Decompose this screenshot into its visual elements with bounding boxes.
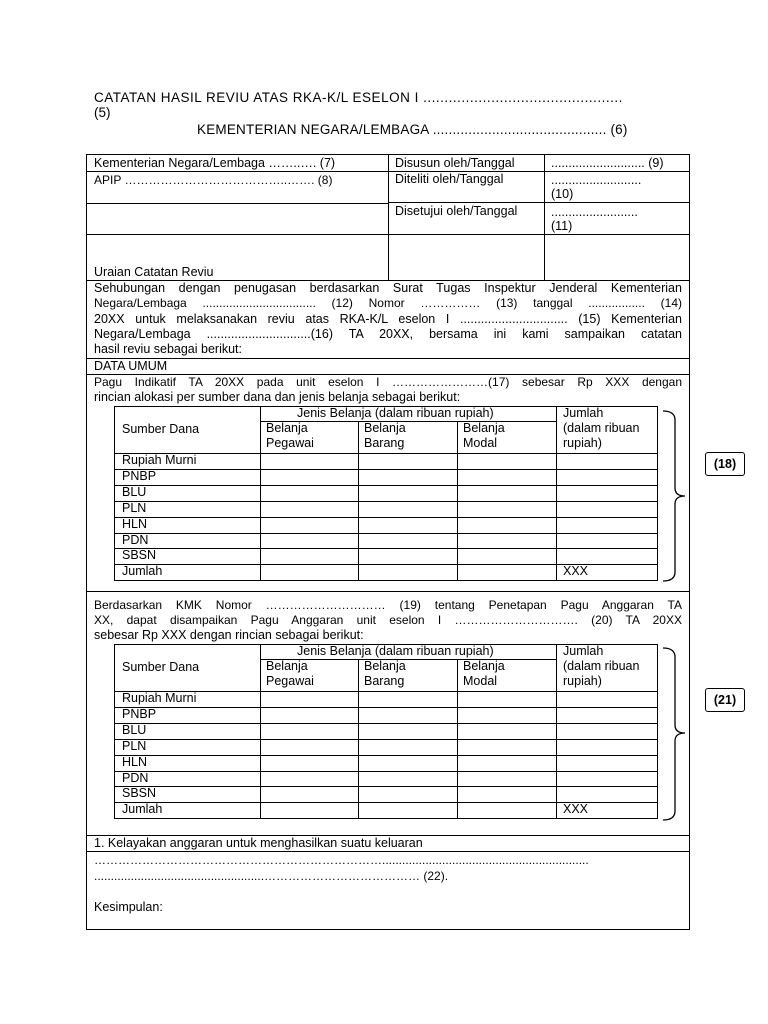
table1-row-label: Jumlah — [122, 564, 163, 578]
bracket-table-1 — [663, 410, 693, 582]
table1-data-cell[interactable] — [359, 486, 457, 501]
table2-total-value: XXX — [563, 802, 589, 816]
table1-row-label: PDN — [122, 533, 149, 547]
table-grid-line — [657, 406, 658, 580]
document-title-note: (5) — [94, 105, 111, 120]
table1-total-value: XXX — [563, 564, 589, 578]
table1-header-sumber-dana: Sumber Dana — [122, 422, 200, 436]
table2-row-label: BLU — [122, 723, 147, 737]
reference-badge-18: (18) — [705, 452, 745, 476]
table1-data-cell[interactable] — [261, 518, 358, 533]
table1-header-col-0-sub: Pegawai — [266, 436, 314, 450]
table1-header-jumlah-unit: (dalam ribuan — [563, 421, 640, 435]
table-grid-line — [114, 644, 115, 818]
table1-data-cell[interactable] — [458, 518, 556, 533]
section-1-dots-1[interactable]: ……………………………………………………………….............................................................. — [94, 853, 589, 867]
table2-data-cell[interactable] — [557, 724, 657, 739]
table1-data-cell[interactable] — [458, 470, 556, 485]
diteliti-value[interactable]: .......................... — [551, 173, 642, 187]
section-1-heading: 1. Kelayakan anggaran untuk menghasilkan suatu keluaran — [94, 836, 423, 850]
table2-header-jumlah-unit-2: rupiah) — [563, 674, 602, 688]
table2-data-cell[interactable] — [458, 803, 556, 818]
grid-line — [86, 203, 388, 204]
diteliti-number: (10) — [551, 187, 574, 201]
table2-header-jumlah: Jumlah — [563, 644, 604, 658]
table1-data-cell[interactable] — [359, 549, 457, 564]
table1-data-cell[interactable] — [261, 534, 358, 549]
table1-data-cell[interactable] — [359, 502, 457, 517]
table1-data-cell[interactable] — [458, 549, 556, 564]
kmk-line-3: sebesar Rp XXX dengan rincian sebagai berikut: — [94, 628, 364, 642]
table1-data-cell[interactable] — [557, 534, 657, 549]
frame-left — [86, 154, 87, 930]
table1-data-cell[interactable] — [557, 486, 657, 501]
table2-header-col-0-sub: Pegawai — [266, 674, 314, 688]
table1-data-cell[interactable] — [458, 502, 556, 517]
grid-line — [388, 202, 690, 203]
table1-data-cell[interactable] — [359, 470, 457, 485]
table1-data-cell[interactable] — [261, 565, 358, 580]
pagu-line-1: Pagu Indikatif TA 20XX pada unit eselon I ……………………(17) sebesar Rp XXX dengan — [94, 375, 682, 389]
intro-line-3: 20XX untuk melaksanakan reviu atas RKA-K/L eselon I ............................... (15) Kementerian — [94, 312, 682, 326]
intro-line-5: hasil reviu sebagai berikut: — [94, 342, 242, 356]
table1-data-cell[interactable] — [458, 565, 556, 580]
table1-data-cell[interactable] — [557, 518, 657, 533]
bracket-table-2 — [663, 647, 693, 821]
table2-data-cell[interactable] — [557, 787, 657, 802]
table2-data-cell[interactable] — [458, 787, 556, 802]
table1-header-jenis-belanja: Jenis Belanja (dalam ribuan rupiah) — [297, 406, 494, 420]
kementerian-field[interactable]: Kementerian Negara/Lembaga ……..…. (7) — [94, 156, 336, 170]
table1-row-label: SBSN — [122, 548, 157, 562]
grid-line — [544, 154, 545, 280]
table1-data-cell[interactable] — [458, 534, 556, 549]
table1-data-cell[interactable] — [261, 470, 358, 485]
table2-data-cell[interactable] — [359, 803, 457, 818]
disetujui-value[interactable]: ......................... — [551, 205, 638, 219]
reference-badge-21: (21) — [705, 688, 745, 712]
kesimpulan-label: Kesimpulan: — [94, 900, 163, 914]
table2-data-cell[interactable] — [359, 692, 457, 707]
table1-data-cell[interactable] — [557, 470, 657, 485]
table1-data-cell[interactable] — [261, 549, 358, 564]
table1-data-cell[interactable] — [261, 454, 358, 469]
document-subtitle: KEMENTERIAN NEGARA/LEMBAGA ............................................ (6) — [197, 122, 628, 137]
table2-row-label: PLN — [122, 739, 147, 753]
table2-data-cell[interactable] — [359, 772, 457, 787]
table1-header-col-2-sub: Modal — [463, 436, 498, 450]
table1-data-cell[interactable] — [261, 502, 358, 517]
table2-data-cell[interactable] — [458, 692, 556, 707]
table1-header-col-1: Belanja — [364, 421, 406, 435]
table-grid-line — [657, 644, 658, 818]
table1-row-label: PNBP — [122, 469, 157, 483]
table2-row-label: PNBP — [122, 707, 157, 721]
table2-data-cell[interactable] — [557, 756, 657, 771]
table-grid-line — [114, 818, 658, 819]
table2-data-cell[interactable] — [557, 740, 657, 755]
table1-header-jumlah: Jumlah — [563, 406, 604, 420]
table2-data-cell[interactable] — [261, 756, 358, 771]
table2-data-cell[interactable] — [359, 787, 457, 802]
table1-data-cell[interactable] — [359, 565, 457, 580]
kmk-line-1: Berdasarkan KMK Nomor ………………………… (19) tentang Penetapan Pagu Anggaran TA — [94, 598, 682, 612]
table1-data-cell[interactable] — [359, 454, 457, 469]
pagu-line-2: rincian alokasi per sumber dana dan jenis belanja sebagai berikut: — [94, 390, 461, 404]
grid-line — [86, 591, 690, 592]
intro-line-2: Negara/Lembaga .................................. (12) Nomor …………… (13) tanggal ................. (14) — [94, 296, 682, 310]
table2-data-cell[interactable] — [261, 708, 358, 723]
table2-header-jumlah-unit: (dalam ribuan — [563, 659, 640, 673]
table2-data-cell[interactable] — [557, 692, 657, 707]
table2-header-sumber-dana: Sumber Dana — [122, 660, 200, 674]
table2-data-cell[interactable] — [458, 756, 556, 771]
grid-line — [86, 358, 690, 359]
table2-data-cell[interactable] — [557, 772, 657, 787]
intro-line-1: Sehubungan dengan penugasan berdasarkan Surat Tugas Inspektur Jenderal Kementerian — [94, 281, 682, 295]
table2-data-cell[interactable] — [261, 692, 358, 707]
table2-data-cell[interactable] — [458, 708, 556, 723]
table2-data-cell[interactable] — [458, 724, 556, 739]
table2-header-jenis-belanja: Jenis Belanja (dalam ribuan rupiah) — [297, 644, 494, 658]
data-umum-heading: DATA UMUM — [94, 359, 168, 373]
kmk-line-2: XX, dapat disampaikan Pagu Anggaran unit eselon I …………………………. (20) TA 20XX — [94, 613, 682, 627]
table2-data-cell[interactable] — [261, 787, 358, 802]
frame-bottom — [86, 929, 690, 930]
table1-header-col-0: Belanja — [266, 421, 308, 435]
table2-header-col-2: Belanja — [463, 659, 505, 673]
table1-data-cell[interactable] — [458, 486, 556, 501]
grid-line — [388, 154, 389, 280]
table1-data-cell[interactable] — [557, 454, 657, 469]
table2-data-cell[interactable] — [458, 740, 556, 755]
table2-row-label: SBSN — [122, 786, 157, 800]
table2-row-label: Jumlah — [122, 802, 163, 816]
table1-row-label: BLU — [122, 485, 147, 499]
table2-data-cell[interactable] — [458, 772, 556, 787]
table2-header-col-1-sub: Barang — [364, 674, 405, 688]
table1-header-col-1-sub: Barang — [364, 436, 405, 450]
table1-row-label: PLN — [122, 501, 147, 515]
table2-data-cell[interactable] — [557, 708, 657, 723]
table2-header-col-1: Belanja — [364, 659, 406, 673]
table-grid-line — [114, 580, 658, 581]
table1-data-cell[interactable] — [261, 486, 358, 501]
table1-header-jumlah-unit-2: rupiah) — [563, 436, 602, 450]
table2-data-cell[interactable] — [359, 740, 457, 755]
table2-row-label: PDN — [122, 771, 149, 785]
table2-data-cell[interactable] — [261, 772, 358, 787]
table2-data-cell[interactable] — [359, 724, 457, 739]
table2-data-cell[interactable] — [261, 740, 358, 755]
table1-header-col-2: Belanja — [463, 421, 505, 435]
table2-row-label: HLN — [122, 755, 148, 769]
table1-row-label: Rupiah Murni — [122, 453, 197, 467]
apip-field[interactable]: APIP …………………………………..……. (8) — [94, 173, 333, 187]
table2-data-cell[interactable] — [261, 803, 358, 818]
disusun-label: Disusun oleh/Tanggal — [395, 156, 515, 170]
grid-line — [86, 851, 690, 852]
document-title: CATATAN HASIL REVIU ATAS RKA-K/L ESELON I ............................................... — [94, 90, 623, 105]
table1-data-cell[interactable] — [557, 549, 657, 564]
table1-data-cell[interactable] — [557, 502, 657, 517]
uraian-label: Uraian Catatan Reviu — [94, 265, 214, 279]
table1-data-cell[interactable] — [359, 518, 457, 533]
table2-data-cell[interactable] — [359, 708, 457, 723]
table1-row-label: HLN — [122, 517, 148, 531]
disetujui-label: Disetujui oleh/Tanggal — [395, 204, 518, 218]
section-1-dots-2[interactable]: ...................................................………………………………… (22). — [94, 869, 449, 883]
table2-data-cell[interactable] — [261, 724, 358, 739]
diteliti-label: Diteliti oleh/Tanggal — [395, 172, 504, 186]
table2-data-cell[interactable] — [359, 756, 457, 771]
disusun-value[interactable]: ........................... (9) — [551, 156, 664, 170]
table-grid-line — [114, 406, 115, 580]
table1-data-cell[interactable] — [458, 454, 556, 469]
table2-header-col-0: Belanja — [266, 659, 308, 673]
table1-data-cell[interactable] — [359, 534, 457, 549]
intro-line-4: Negara/Lembaga ..............................(16) TA 20XX, bersama ini kami sampaikan catatan — [94, 327, 682, 341]
table2-header-col-2-sub: Modal — [463, 674, 498, 688]
table2-row-label: Rupiah Murni — [122, 691, 197, 705]
disetujui-number: (11) — [551, 219, 573, 233]
